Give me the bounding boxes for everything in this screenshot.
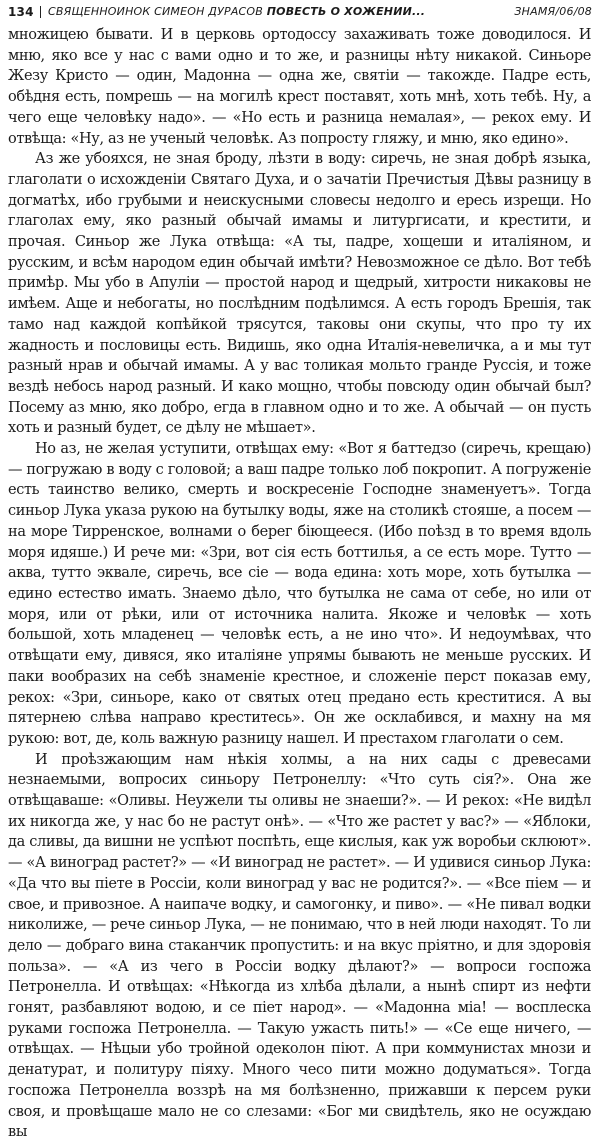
header-divider (40, 6, 41, 18)
paragraph-2: Аз же убояхся, не зная броду, лѣзти в воду: сиречь, не зная добрѣ языка, глаголати о исхожденіи Святаго Духа, и о зачатіи Пречистыя Дѣвы разницу в догматѣх, ибо грубыми и неискусными словесы недолго и ересь изрещи. Но глаголах ему, яко разный обычай имамы и литургисати, и крестити, и прочая. Синьор же Лука отвѣща: «А ты, падре, хощеши и италіяном, и русским, и всѣм народом един обычай имѣти? Невозможное се дѣло. Вот тебѣ примѣр. Мы убо в Апуліи — простой народ и щедрый, хитрости никаковы не имѣем. Аще и небогаты, но послѣдним подѣлимся. А есть городъ Брешія, так тамо над каждой копѣйкой трясутся, таковы они скупы, что про ту их жадность и пословицы есть. Видишь, яко одна Италія-невеличка, а и мы тут разный нрав и обычай имамы. А у вас толикая мольто гранде Руссія, и тоже вездѣ небось народ разный. И како мощно, чтобы повсюду один обычай был? Посему аз мню, яко добро, егда в главном одно и то же. А обычай — он пусть хоть и разный будет, се дѣлу не мѣшает». (8, 151, 591, 437)
page-header (0, 0, 600, 24)
paragraph-3: Но аз, не желая уступити, отвѣщах ему: «Вот я баттедзо (сиречь, крещаю) — погружаю в воду с головой; а ваш падре только лоб покропит. А погруженіе есть таинство велико, смерть и воскресеніе Господне знаменуетъ». Тогда синьор Лука указа рукою на бутылку воды, яже на столикѣ стояше, а посем — на море Тирренское, волнами о берег біющееся. (Ибо поѣзд в то время вдоль моря идяше.) И рече ми: «Зри, вот сія есть боттилья, а се есть море. Тутто — аква, тутто эквале, сиречь, все сіе — вода едина: хоть море, хоть бутылка — едино естество имать. Знаемо дѣло, что бутылка не сама от себе, но или от моря, или от рѣки, или от источника налита. Якоже и человѣк — хоть большой, хоть младенец — человѣк есть, а не ино что». И недоумѣвах, что отвѣщати ему, дивяся, яко италіяне упрямы бывають не меньше русских. И паки вообразих на себѣ знаменіе крестное, и сложеніе перст показав ему, рекох: «Зри, синьоре, како от святых отец предано есть креститися. А вы пятернею слѣва направо креститесь». Он же осклабився, и махну на мя рукою: вот, де, коль важную разницу нашел. И престахом глаголати о сем. (8, 441, 591, 747)
page-number: 134 (8, 5, 34, 19)
paragraph-1: множицею бывати. И в церковь ортодоссу захаживать тоже доводилося. И мню, яко все у нас с вами одно и то же, и разницы нѣту никакой. Синьоре Жезу Кристо — один, Мадонна — одна же, святіи — такожде. Падре есть, обѣдня есть, помрешь — на могилѣ крест поставят, хоть мнѣ, хоть тебѣ. Ну, а чего еще человѣку надо». — «Но есть и разница немалая», — рекох ему. И отвѣща: «Ну, аз не ученый человѣк. Аз попросту гляжу, и мню, яко едино». (8, 27, 591, 147)
paragraph-4: И проѣзжающим нам нѣкія холмы, а на них сады с древесами незнаемыми, вопросих синьору Петронеллу: «Что суть сія?». Она же отвѣщаваше: «Оливы. Неужели ты оливы не знаеши?». — И рекох: «Не видѣл их никогда же, у нас бо не растут онѣ». — «Что же растет у вас?» — «Яблоки, да сливы, да вишни не успѣют поспѣть, еще кислыя, как уж воробьи склюют». — «А виноград растет?» — «И виноград не растет». — И удивися синьор Лука: «Да что вы піете в Россіи, коли виноград у вас не родится?». — «Все піем — и свое, и привозное. А наипаче водку, и самогонку, и пиво». — «Не пивал водки николиже, — рече синьор Лука, — не понимаю, что в ней люди находят. То ли дело — добраго вина стаканчик пропустить: и на вкус пріятно, и для здоровія польза». — «А из чего в Россіи водку дѣлают?» — вопроси госпожа Петронелла. И отвѣщах: «Нѣкогда из хлѣба дѣлали, а нынѣ спирт из нефти гонят, разбавляют водою, и се піет народ». — «Мадонна міа! — восплеска руками госпожа Петронелла. — Такую ужасть пить!» — «Се еще ничего, — отвѣщах. — Нѣцыи убо тройной одеколон піют. А при коммунистах мнози и денатурат, и политуру піяху. Много чесо пити можно додуматься». Тогда госпожа Петронелла воззрѣ на мя болѣзненно, прижавши к персем руки своя, и провѣщаше мало не со слезами: «Бог ми свидѣтель, яко не осуждаю вы (8, 751, 591, 1141)
running-head (48, 0, 425, 24)
author-name: СВЯЩЕННОИНОК СИМЕОН ДУРАСОВ (48, 5, 264, 18)
journal-issue: ЗНАМЯ/06/08 (514, 5, 592, 18)
work-title: ПОВЕСТЬ О ХОЖЕНИИ... (266, 5, 426, 18)
body-text (8, 25, 591, 1143)
